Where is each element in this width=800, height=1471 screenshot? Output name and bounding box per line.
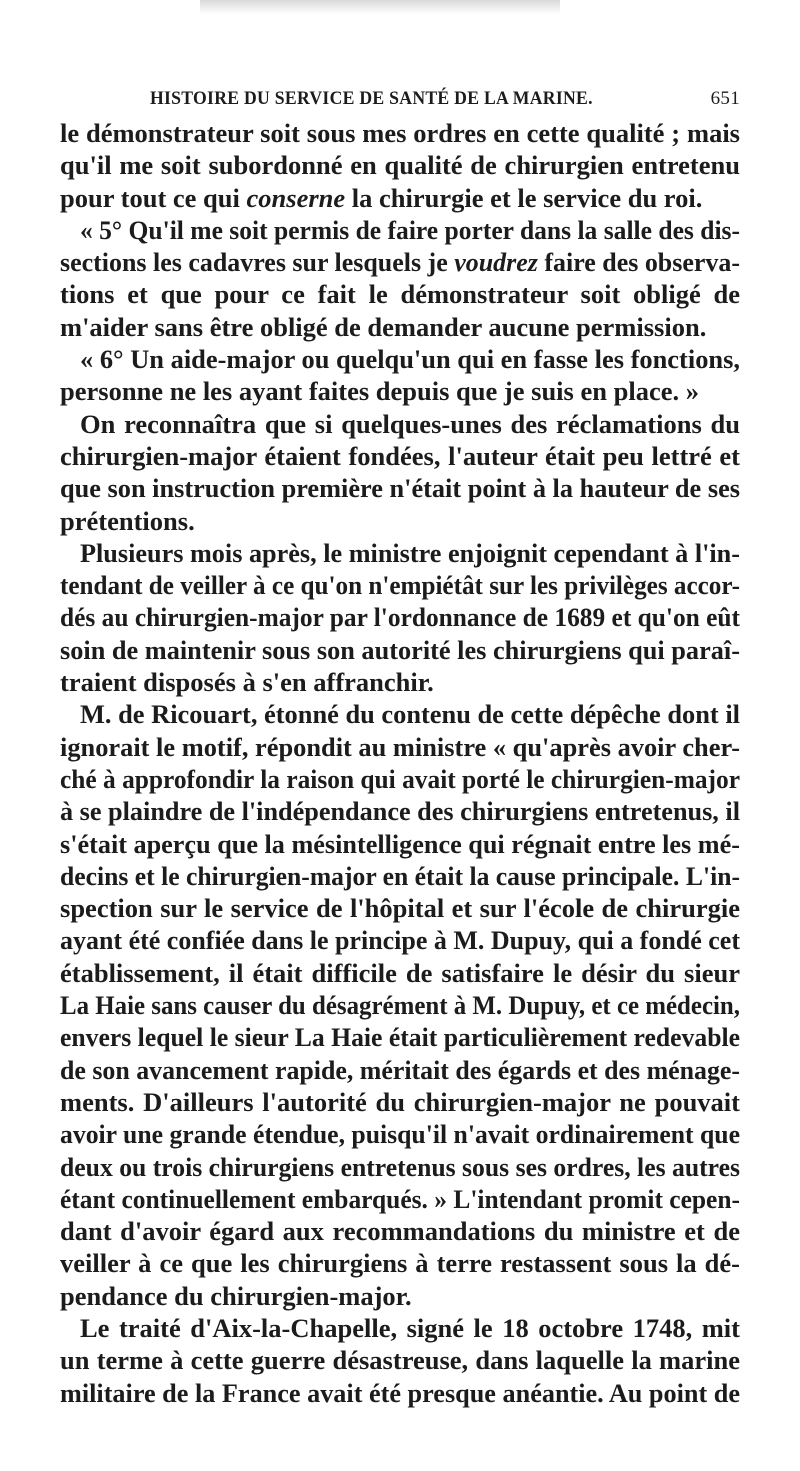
text-line: sections les cadavres sur lesquels je voudrez faire des observa- <box>60 247 740 278</box>
text-line: ments. D'ailleurs l'autorité du chirurgien-major ne pouvait <box>60 1086 740 1117</box>
italic-word: voudrez <box>454 247 538 278</box>
text-line: tendant de veiller à ce qu'on n'empiétât sur les privilèges accor- <box>60 570 740 601</box>
body-text <box>60 117 740 1409</box>
text-line: pendance du chirurgien-major. <box>60 1280 412 1311</box>
text-line: le démonstrateur soit sous mes ordres en cette qualité ; mais <box>60 118 740 148</box>
text-line: envers lequel le sieur La Haie était particulièrement redevable <box>60 1022 740 1053</box>
text-line: dés au chirurgien-major par l'ordonnance de 1689 et qu'on eût <box>60 602 740 633</box>
running-head-title: HISTOIRE DU SERVICE DE SANTÉ DE LA MARINE. <box>150 88 593 109</box>
text-line: chirurgien-major étaient fondées, l'auteur était peu lettré et <box>60 440 740 471</box>
text-line: « 6° Un aide-major ou quelqu'un qui en fasse les fonctions, <box>80 344 740 375</box>
text-line: qu'il me soit subordonné en qualité de chirurgien entretenu <box>60 150 740 181</box>
page-number: 651 <box>710 88 740 109</box>
text-line: prétentions. <box>60 505 195 536</box>
text-line: ché à approfondir la raison qui avait porté le chirurgien-major <box>60 763 740 794</box>
text-line: à se plaindre de l'indépendance des chirurgiens entretenus, il <box>60 796 740 827</box>
text-line: s'était aperçu que la mésintelligence qui régnait entre les mé- <box>60 828 740 859</box>
text-line: Plusieurs mois après, le ministre enjoignit cependant à l'in- <box>80 537 740 568</box>
text-line: que son instruction première n'était point à la hauteur de ses <box>60 473 740 504</box>
text-line: decins et le chirurgien-major en était la cause principale. L'in- <box>60 860 740 891</box>
text-line: tions et que pour ce fait le démonstrateur soit obligé de <box>60 279 740 310</box>
text-line: militaire de la France avait été presque anéantie. Au point de <box>60 1377 740 1408</box>
text-line: « 5° Qu'il me soit permis de faire porter dans la salle des dis- <box>80 214 740 245</box>
text-line: avoir une grande étendue, puisqu'il n'avait ordinairement que <box>60 1119 740 1150</box>
italic-word: conserne <box>246 182 346 213</box>
running-head <box>60 82 740 110</box>
text-line: un terme à cette guerre désastreuse, dans laquelle la marine <box>60 1345 740 1376</box>
text-line: spection sur le service de l'hôpital et sur l'école de chirurgie <box>60 893 740 924</box>
text-line: deux ou trois chirurgiens entretenus sous ses ordres, les autres <box>60 1151 740 1182</box>
text-line: pour tout ce qui conserne la chirurgie et le service du roi. <box>60 182 703 213</box>
text-line: veiller à ce que les chirurgiens à terre restassent sous la dé- <box>60 1248 740 1279</box>
text-line: La Haie sans causer du désagrément à M. Dupuy, et ce médecin, <box>60 990 740 1021</box>
text-line: soin de maintenir sous son autorité les chirurgiens qui paraî- <box>60 634 740 665</box>
text-line: de son avancement rapide, méritait des égards et des ménage- <box>60 1054 740 1085</box>
text-line: M. de Ricouart, étonné du contenu de cette dépêche dont il <box>80 699 740 730</box>
text-line: traient disposés à s'en affranchir. <box>60 667 434 698</box>
text-line: personne ne les ayant faites depuis que je suis en place. » <box>60 376 699 407</box>
text-line: établissement, il était difficile de satisfaire le désir du sieur <box>60 957 740 988</box>
text-line: On reconnaîtra que si quelques-unes des réclamations du <box>80 408 740 439</box>
text-line: m'aider sans être obligé de demander aucune permission. <box>60 311 707 342</box>
text-line: Le traité d'Aix-la-Chapelle, signé le 18 octobre 1748, mit <box>80 1312 740 1343</box>
text-line: ignorait le motif, répondit au ministre « qu'après avoir cher- <box>60 731 740 762</box>
text-line: dant d'avoir égard aux recommandations du ministre et de <box>60 1216 740 1247</box>
text-line: étant continuellement embarqués. » L'intendant promit cepen- <box>60 1183 740 1214</box>
text-line: ayant été confiée dans le principe à M. Dupuy, qui a fondé cet <box>60 925 740 956</box>
scan-shadow <box>200 0 560 14</box>
